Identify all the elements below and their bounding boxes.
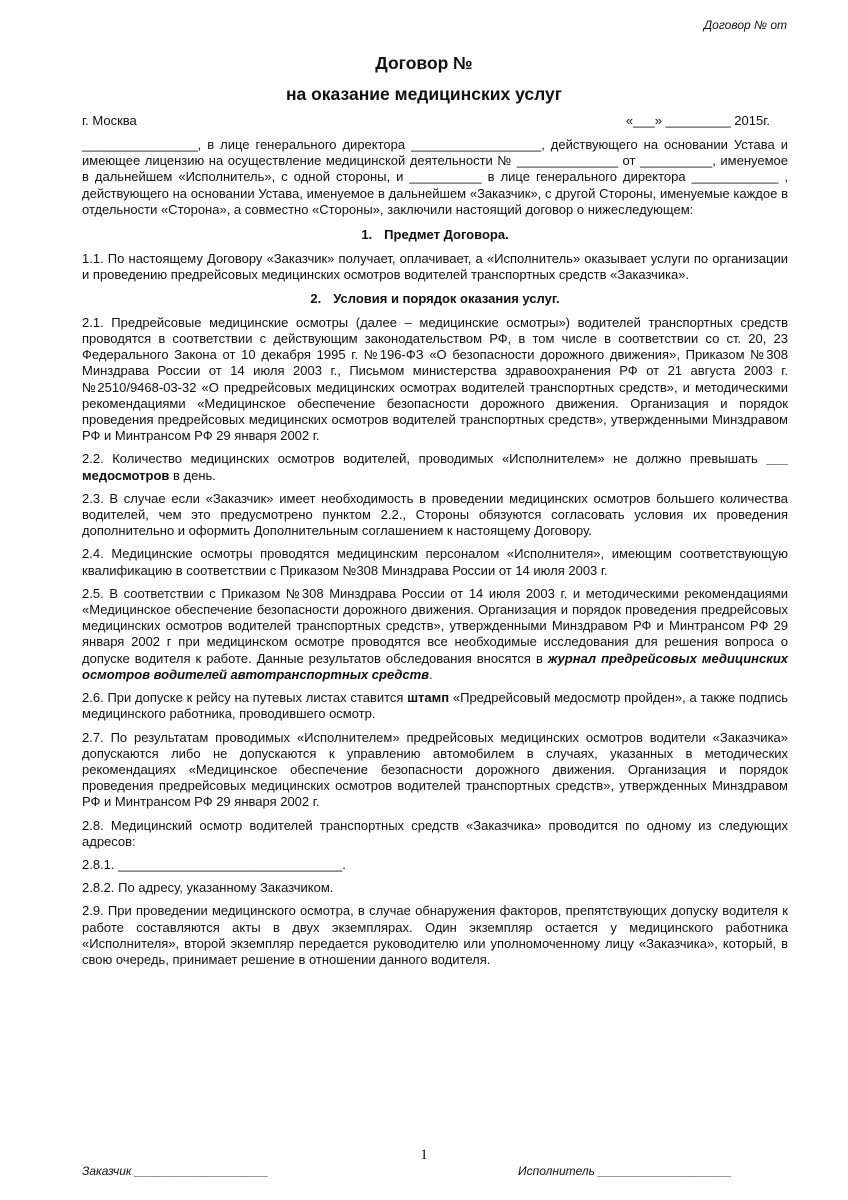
footer-contractor-signature: Исполнитель ____________________ <box>518 1164 732 1178</box>
clause-2-8-2: 2.8.2. По адресу, указанному Заказчиком. <box>82 880 334 896</box>
section-number: 1. <box>361 227 373 243</box>
footer-customer-signature: Заказчик ____________________ <box>82 1164 269 1178</box>
clause-text: . <box>429 666 433 682</box>
clause-emphasis: штамп <box>407 690 450 706</box>
clause-1-1: 1.1. По настоящему Договору «Заказчик» получает, оплачивает, а «Исполнитель» оказывает услуги по организации и проведению предрейсовых медицинских осмотров водителей транспортных средств «Заказчика». <box>82 251 788 283</box>
clause-text: 2.6. При допуске к рейсу на путевых листах ставится <box>82 690 408 706</box>
section-title: Предмет Договора. <box>384 227 509 243</box>
page-number: 1 <box>420 1147 428 1163</box>
clause-text: 2.5. В соответствии с Приказом №308 Минздрава России от 14 июля 2003 г. и методическими рекомендациями «Медицинское обеспечение безопасности дорожного движения. Организация и порядок проведения предрейсовых медицинских осмотров водителей транспортных средств», утвержденными Минздравом РФ и Минтрансом РФ 29 января 2002 г при медицинском осмотре проводятся все необходимые исследования для решения вопроса о допуске водителя к работе. Данные результатов обследования вносятся в <box>82 585 788 666</box>
clause-2-4: 2.4. Медицинские осмотры проводятся медицинским персоналом «Исполнителя», имеющим соответствующую квалификацию в соответствии с Приказом №308 Минздрава России от 14 июля 2003 г. <box>82 546 788 578</box>
clause-2-5 <box>82 586 788 683</box>
clause-2-8: 2.8. Медицинский осмотр водителей транспортных средств «Заказчика» проводится по одному из следующих адресов: <box>82 817 788 849</box>
clause-text: 2.2. Количество медицинских осмотров водителей, проводимых «Исполнителем» не должно превышать <box>82 451 767 467</box>
contract-date: «___» _________ 2015г. <box>625 113 770 128</box>
clause-emphasis: ___ медосмотров <box>82 451 788 483</box>
preamble-paragraph: ________________, в лице генерального директора __________________, действующего на основании Устава и имеющее лицензию на осуществление медицинской деятельности № ______________ от __________, именуемое в дальнейшем «Исполнитель», с одной стороны, и __________ в лице генерального директора ____________ , действующего на основании Устава, именуемое в дальнейшем «Заказчик», с другой Стороны, именуемые каждое в отдельности «Сторона», а совместно «Стороны», заключили настоящий договор о нижеследующем: <box>82 137 788 217</box>
clause-2-9: 2.9. При проведении медицинского осмотра, в случае обнаружения факторов, препятствующих допуску водителя к работе составляются акты в двух экземплярах. Один экземпляр остается у медицинского работника «Исполнителя», второй экземпляр передается руководителю или уполномоченному лицу «Заказчика», который, в свою очередь, принимает решение в отношении данного водителя. <box>82 903 788 967</box>
clause-2-2 <box>82 451 788 483</box>
document-body <box>82 137 788 975</box>
city: г. Москва <box>82 113 137 128</box>
document-title: Договор № <box>375 53 473 73</box>
clause-2-3: 2.3. В случае если «Заказчик» имеет необходимость в проведении медицинских осмотров большего количества водителей, чем это предусмотрено пунктом 2.2., Стороны обязуются согласовать условия их проведения дополнительно и оформить Дополнительным соглашением к настоящему Договору. <box>82 490 788 539</box>
clause-text: «Предрейсовый медосмотр пройден», а также подпись медицинского работника, проводившего осмотр. <box>82 690 789 722</box>
clause-2-6 <box>82 690 788 722</box>
section-heading-1 <box>82 227 788 243</box>
clause-2-1: 2.1. Предрейсовые медицинские осмотры (далее – медицинские осмотры») водителей транспортных средств проводятся в соответствии с действующим законодательством РФ, в том числе в соответствии со ст. 20, 23 Федерального Закона от 10 декабря 1995 г. №196-ФЗ «О безопасности дорожного движения», Приказом №308 Минздрава России от 14 июля 2003 г., Письмом министерства здравоохранения РФ от 21 августа 2003 г. №2510/9468-03-32 «О предрейсовых медицинских осмотрах водителей транспортных средств», и методическими рекомендациями «Медицинское обеспечение безопасности дорожного движения. Организация и порядок проведения предрейсовых медицинских осмотров водителей транспортных средств», утвержденными Минздравом РФ и Минтрансом РФ 29 января 2002 г. <box>82 314 788 444</box>
section-number: 2. <box>310 290 322 306</box>
header-doc-ref: Договор № от <box>703 18 787 32</box>
clause-2-7: 2.7. По результатам проводимых «Исполнителем» предрейсовых медицинских осмотров водители «Заказчика» допускаются либо не допускаются к управлению автомобилем в случаях, указанных в методических рекомендациях «Медицинское обеспечение безопасности дорожного движения. Организация и порядок проведения предрейсовых медицинских осмотров водителей транспортных средств», утвержденных Минздравом РФ и Минтрансом РФ 29 января 2002 г. <box>82 729 788 810</box>
clause-text: в день. <box>169 467 216 483</box>
section-title: Условия и порядок оказания услуг. <box>333 290 560 306</box>
section-heading-2 <box>82 291 788 307</box>
clause-2-8-1: 2.8.1. _______________________________. <box>82 856 346 872</box>
clause-emphasis: журнал предрейсовых медицинских осмотров водителей автотранспортных средств <box>82 650 788 682</box>
document-subtitle: на оказание медицинских услуг <box>285 84 563 104</box>
